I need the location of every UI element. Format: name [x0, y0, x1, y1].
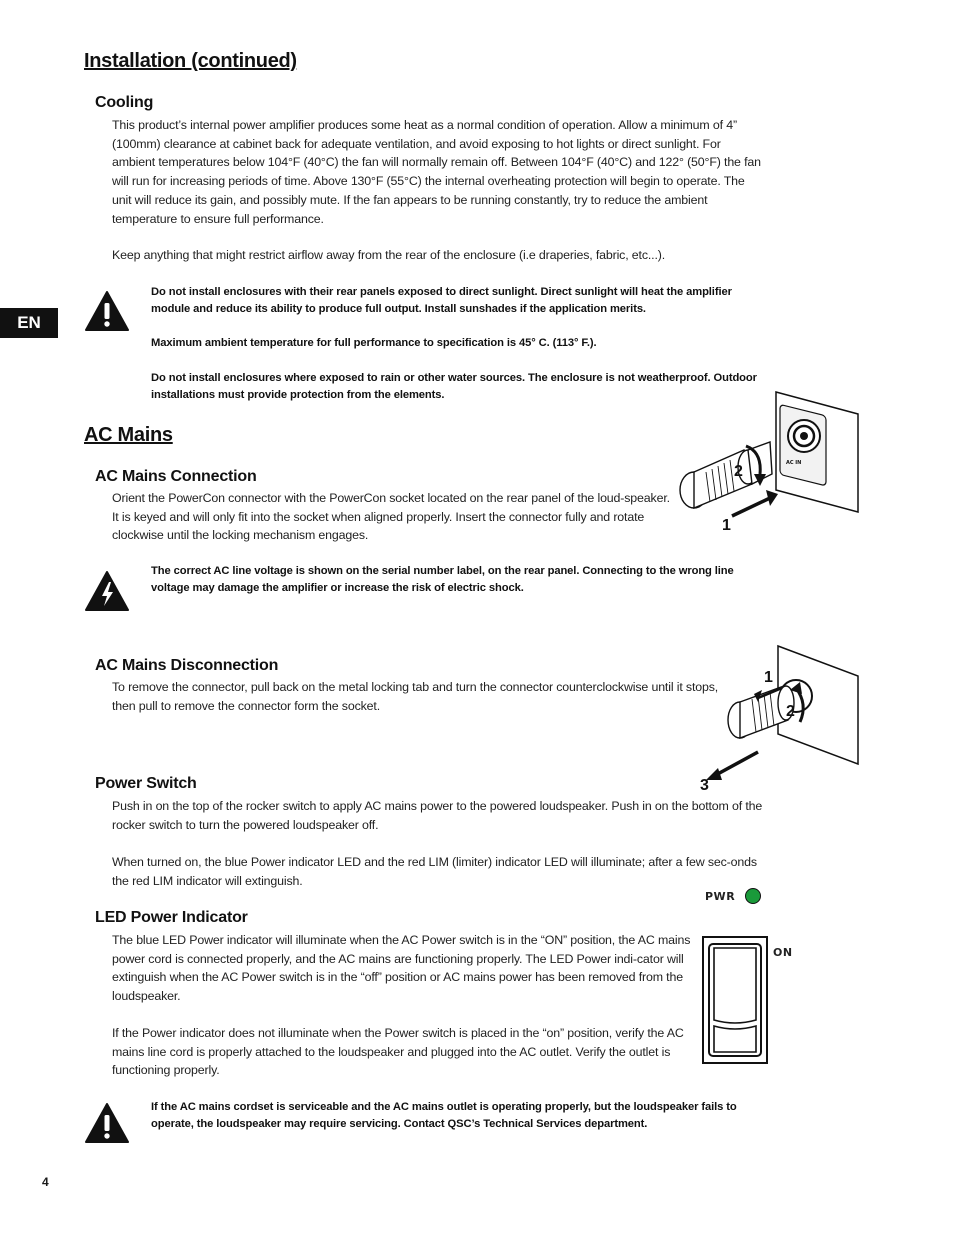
- power-switch-text-2: When turned on, the blue Power indicator LED and the red LIM (limiter) indicator LED will illuminate; after a few sec-onds the red LIM indicator will extinguish.: [112, 855, 757, 888]
- section-title-ac-mains: AC Mains: [84, 424, 173, 446]
- socket-label: AC IN: [786, 460, 802, 466]
- remove-step-1-label: 1: [764, 669, 773, 686]
- warning-sunlight: Do not install enclosures with their rear panels exposed to direct sunlight. Direct sunlight will heat the amplifier module and reduce its ability to produce full output. Install sunshades if the application merits.: [151, 286, 732, 315]
- pwr-led-icon: [744, 887, 762, 905]
- warning-line-voltage: The correct AC line voltage is shown on the serial number label, on the rear panel. Connecting to the wrong line voltage may damage the amplifier or increase the risk of electric shock.: [151, 565, 734, 594]
- rocker-switch-illustration: [700, 934, 770, 1066]
- led-indicator-text-1: The blue LED Power indicator will illuminate when the AC Power switch is in the “ON” position, the AC mains power cord is connected properly, and the AC mains are functioning properly. The LED Power indi-cator will extinguish when the AC Power switch is in the “off” position or AC mains power has been removed from the loudspeaker.: [112, 933, 691, 1004]
- ac-mains-disconnection-text: To remove the connector, pull back on the metal locking tab and turn the connector counterclockwise until it stops, then pull to remove the connector form the socket.: [112, 680, 719, 713]
- warning-triangle-icon: [84, 1102, 130, 1144]
- heading-ac-mains-disconnection: AC Mains Disconnection: [95, 657, 279, 674]
- warning-max-temperature: Maximum ambient temperature for full performance to specification is 45° C. (113° F.).: [151, 337, 597, 349]
- on-label: ON: [773, 946, 793, 959]
- step-1-label: 1: [722, 517, 731, 530]
- electric-shock-warning-icon: [84, 570, 130, 612]
- warning-water: Do not install enclosures where exposed to rain or other water sources. The enclosure is not weatherproof. Outdoor installations must provide protection from the elements.: [151, 372, 757, 401]
- cooling-paragraph-2: Keep anything that might restrict airflow away from the rear of the enclosure (i.e draperies, fabric, etc...).: [112, 248, 666, 262]
- language-tab: EN: [0, 308, 58, 338]
- remove-step-3-label: 3: [700, 777, 709, 794]
- remove-step-2-label: 2: [786, 703, 795, 720]
- power-switch-text-1: Push in on the top of the rocker switch to apply AC mains power to the powered loudspeaker. Push in on the bottom of the rocker switch to turn the powered loudspeaker off.: [112, 799, 763, 832]
- heading-led-power-indicator: LED Power Indicator: [95, 909, 248, 926]
- pwr-label: PWR: [705, 890, 736, 903]
- powercon-insert-illustration: [674, 390, 864, 530]
- warning-triangle-icon: [84, 290, 130, 332]
- powercon-remove-illustration: [696, 644, 862, 794]
- warning-servicing: If the AC mains cordset is serviceable and the AC mains outlet is operating properly, but the loudspeaker fails to operate, the loudspeaker may require servicing. Contact QSC’s Technical Services department.: [151, 1101, 737, 1130]
- page-number: 4: [42, 1175, 49, 1189]
- led-indicator-text-2: If the Power indicator does not illuminate when the Power switch is placed in the “on” position, verify the AC mains line cord is properly attached to the loudspeaker and plugged into the AC outlet. Verify the outlet is functioning properly.: [112, 1026, 684, 1078]
- section-title-installation: Installation (continued): [84, 50, 297, 72]
- step-2-label: 2: [734, 463, 743, 480]
- heading-cooling: Cooling: [95, 94, 154, 111]
- heading-ac-mains-connection: AC Mains Connection: [95, 468, 257, 485]
- cooling-paragraph-1: This product’s internal power amplifier produces some heat as a normal condition of operation. Allow a minimum of 4” (100mm) clearance at cabinet back for adequate ventilation, and avoid exposing to hot lights or direct sunlight. For ambient temperatures below 104°F (40°C) the fan will normally remain off. Between 104°F (40°C) and 122° (50°F) the fan will run for increasing periods of time. Above 130°F (55°C) the internal overheating protection will begin to operate. The unit will reduce its gain, and possibly mute. If the fan appears to be running constantly, try to reduce the ambient temperature to ensure full performance.: [112, 118, 761, 226]
- ac-mains-connection-text: Orient the PowerCon connector with the PowerCon socket located on the rear panel of the loud-speaker. It is keyed and will only fit into the socket when aligned properly. Insert the connector fully and rotate clockwise until the locking mechanism engages.: [112, 491, 670, 543]
- heading-power-switch: Power Switch: [95, 775, 197, 792]
